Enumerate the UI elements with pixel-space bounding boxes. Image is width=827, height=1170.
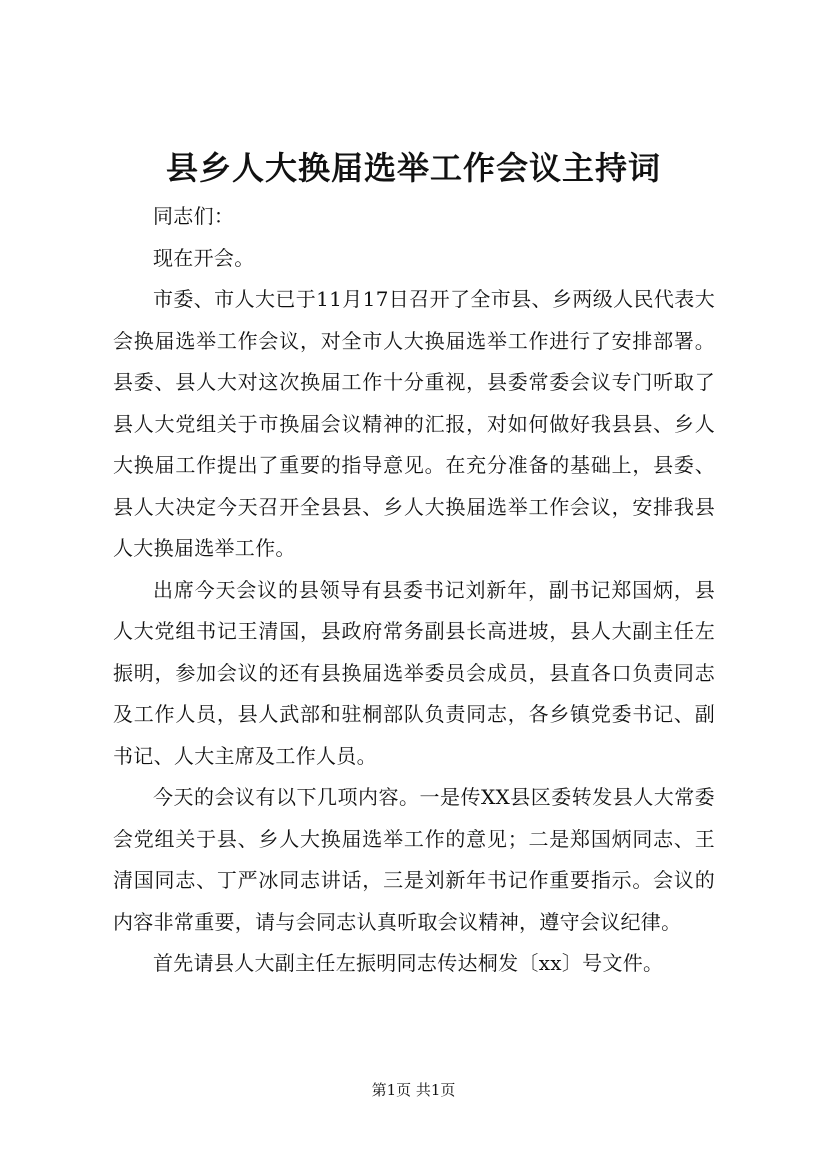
paragraph-agenda: 今天的会议有以下几项内容。一是传XX县区委转发县人大常委会党组关于县、乡人大换届选举工作的意见；二是郑国炳同志、王清国同志、丁严冰同志讲话，三是刘新年书记作重要指示。会议的内容非常重要，请与会同志认真听取会议精神，遵守会议纪律。 (113, 785, 715, 934)
paragraph-greeting: 同志们： (153, 204, 235, 228)
paragraph-attendees: 出席今天会议的县领导有县委书记刘新年，副书记郑国炳，县人大党组书记王清国，县政府常务副县长高进坡，县人大副主任左振明，参加会议的还有县换届选举委员会成员，县直各口负责同志及工作人员，县人武部和驻桐部队负责同志，各乡镇党委书记、副书记、人大主席及工作人员。 (113, 577, 715, 768)
page-number-footer: 第1页 共1页 (371, 1081, 456, 1099)
document-title: 县乡人大换届选举工作会议主持词 (165, 149, 661, 187)
paragraph-opening: 现在开会。 (153, 245, 255, 270)
document-body (113, 196, 715, 985)
paragraph-first-item: 首先请县人大副主任左振明同志传达桐发〔xx〕号文件。 (153, 951, 664, 975)
paragraph-background: 市委、市人大已于11月17日召开了全市县、乡两级人民代表大会换届选举工作会议，对全市人大换届选举工作进行了安排部署。县委、县人大对这次换届工作十分重视，县委常委会议专门听取了县人大党组关于市换届会议精神的汇报，对如何做好我县县、乡人大换届工作提出了重要的指导意见。在充分准备的基础上，县委、县人大决定今天召开全县县、乡人大换届选举工作会议，安排我县人大换届选举工作。 (113, 287, 715, 560)
